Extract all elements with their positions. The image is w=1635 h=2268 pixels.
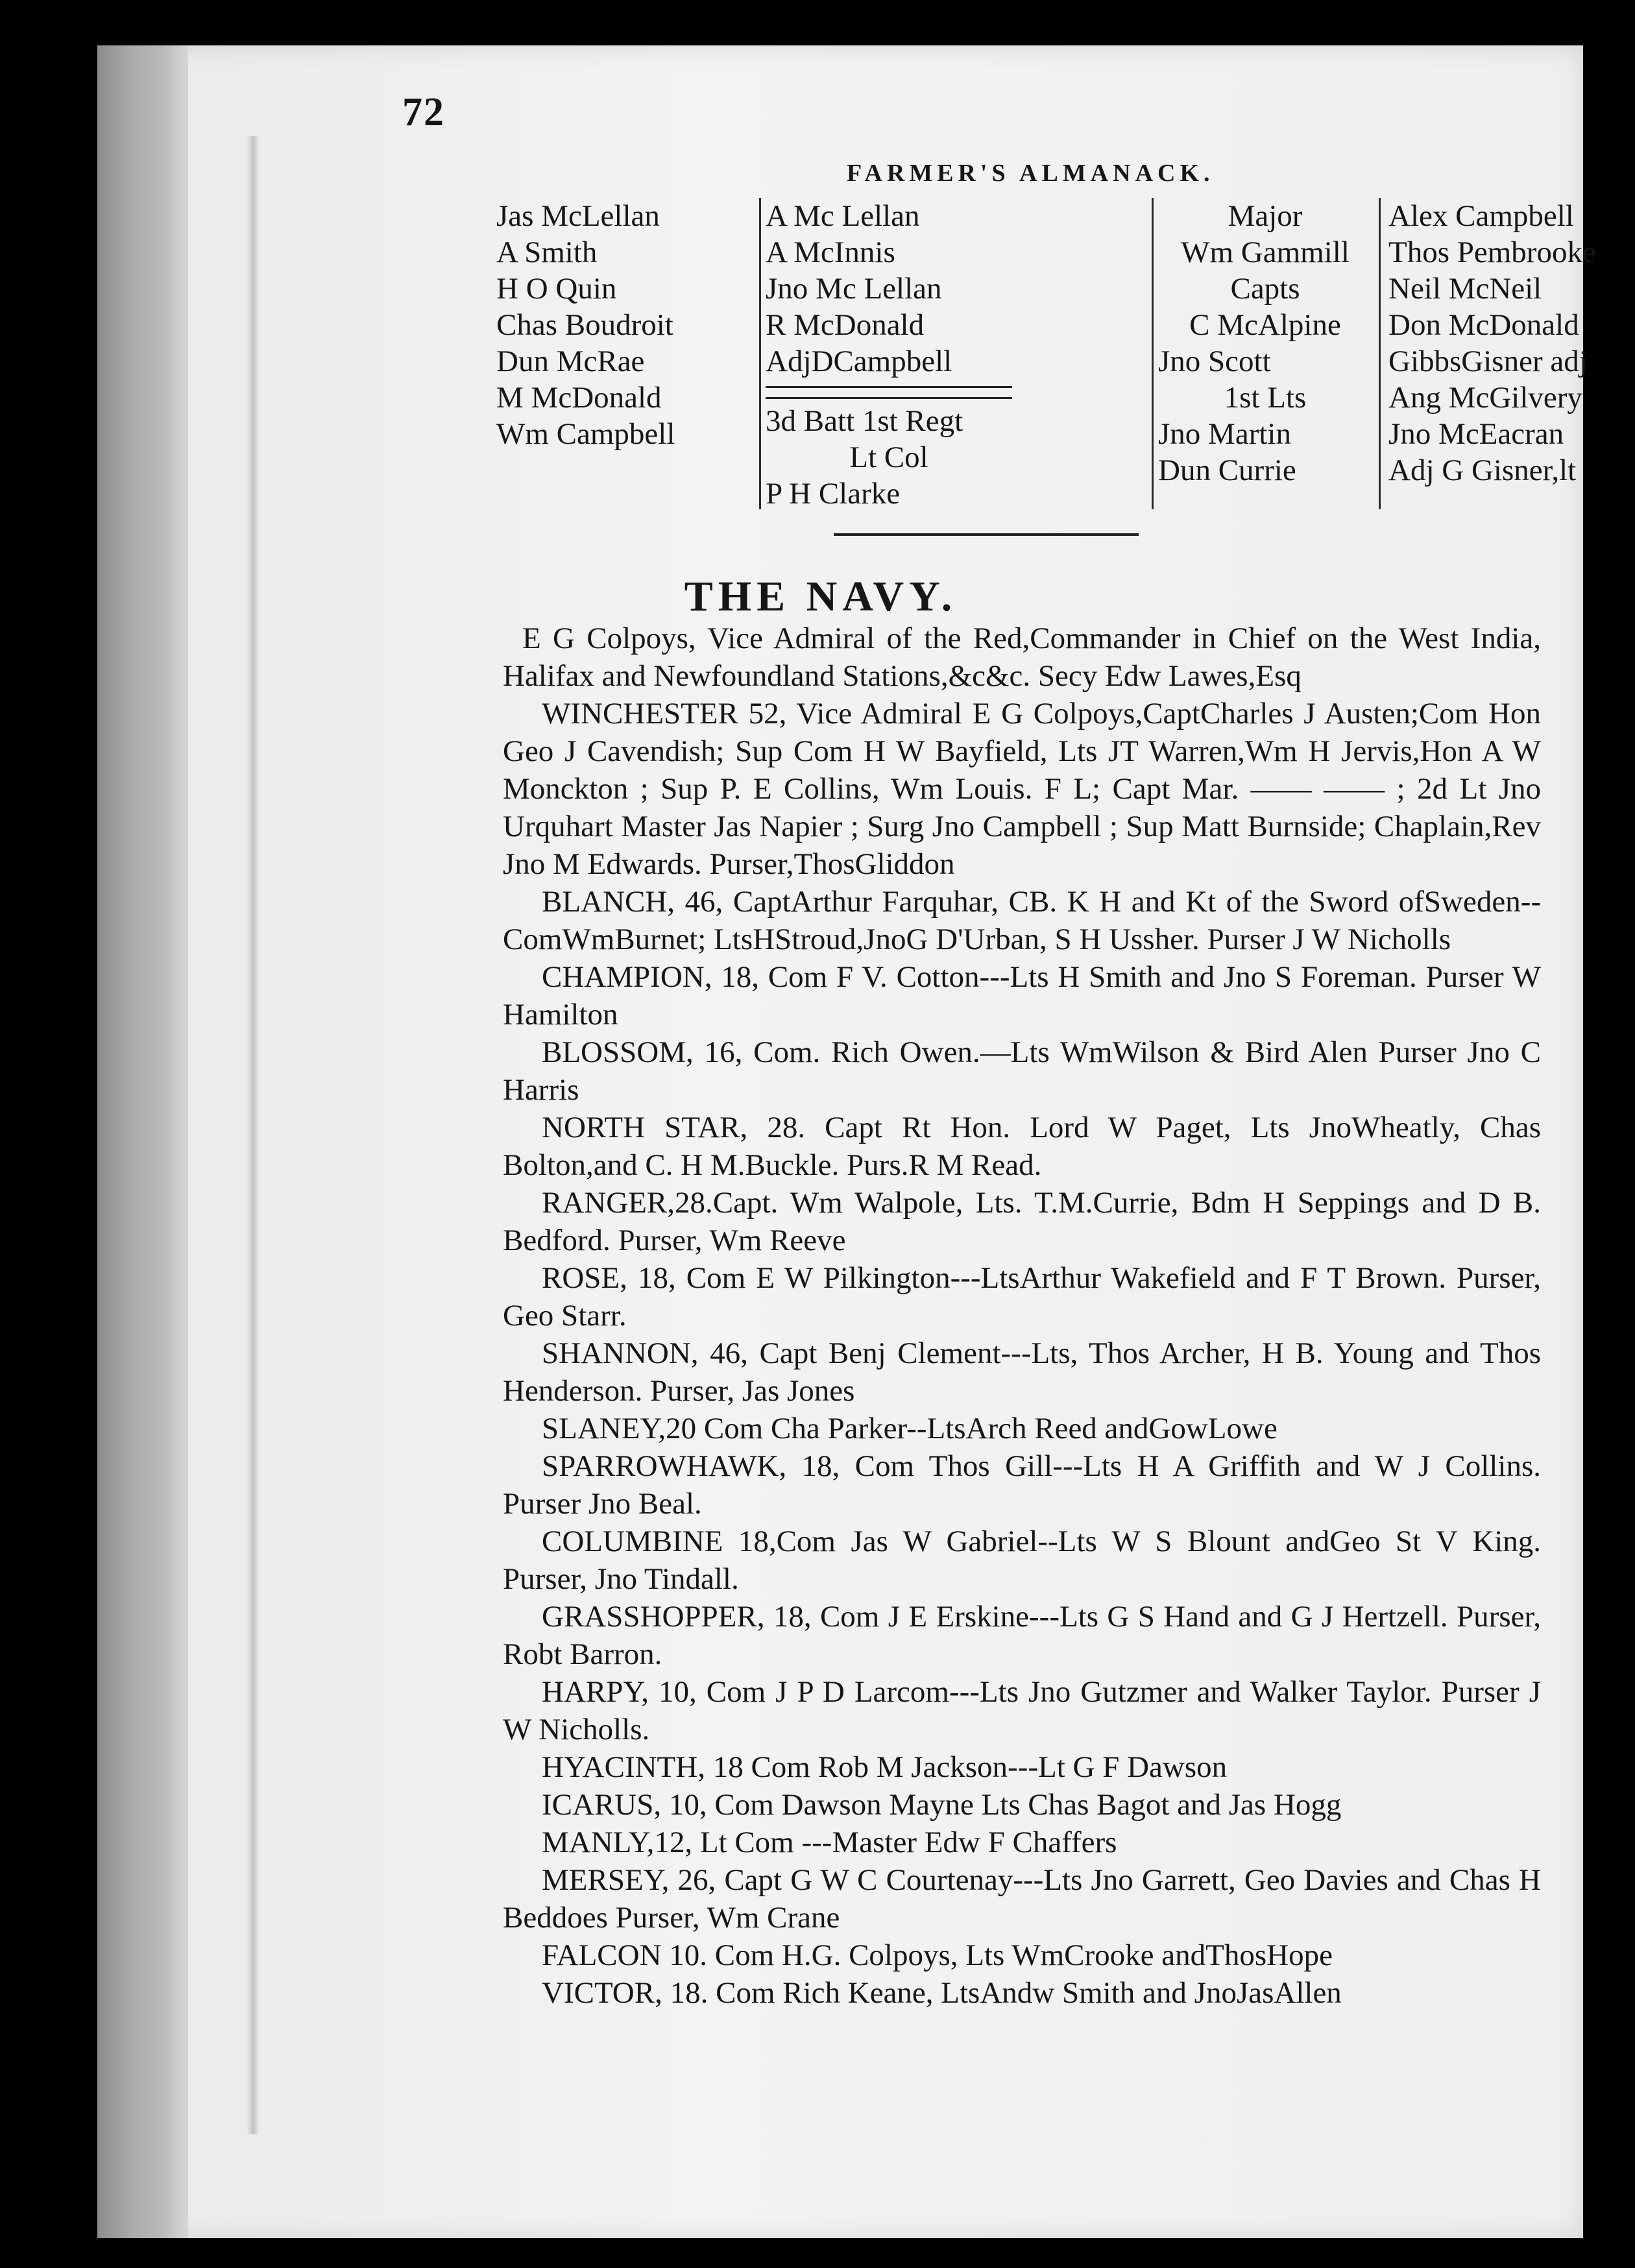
navy-list (503, 620, 1541, 2012)
officer-name: C McAlpine (1189, 308, 1341, 342)
officer-name: Thos Pembrooke (1388, 235, 1596, 269)
officers-column-3 (1158, 198, 1372, 489)
officer-name: Don McDonald (1388, 308, 1579, 342)
officers-table (496, 198, 1596, 542)
officer-name: A Smith (496, 235, 598, 269)
navy-entry: BLOSSOM, 16, Com. Rich Owen.—Lts WmWilson & Bird Alen Purser Jno C Harris (503, 1035, 1541, 1107)
officers-column-4 (1388, 198, 1596, 489)
navy-entry: ROSE, 18, Com E W Pilkington---LtsArthur Wakefield and F T Brown. Purser, Geo Starr. (503, 1261, 1541, 1333)
officer-name: Dun McRae (496, 344, 645, 378)
officer-name: H O Quin (496, 272, 617, 306)
officer-name: Wm Campbell (496, 417, 675, 451)
navy-entry: BLANCH, 46, CaptArthur Farquhar, CB. K H and Kt of the Sword ofSweden--ComWmBurnet; LtsHStroud,JnoG D'Urban, S H Ussher. Purser J W Nicholls (503, 885, 1541, 956)
navy-entry: COLUMBINE 18,Com Jas W Gabriel--Lts W S Blount andGeo St V King. Purser, Jno Tindall. (503, 1525, 1541, 1596)
column-divider (1379, 198, 1381, 509)
navy-entry: GRASSHOPPER, 18, Com J E Erskine---Lts G S Hand and G J Hertzell. Purser, Robt Barron. (503, 1600, 1541, 1671)
column-divider (759, 198, 761, 509)
section-title (97, 572, 1583, 621)
officer-name: Jno Martin (1158, 417, 1291, 451)
section-rule (834, 533, 1139, 546)
navy-entry: MANLY,12, Lt Com ---Master Edw F Chaffers (542, 1826, 1117, 1859)
battalion-heading: 3d Batt 1st Regt (766, 404, 963, 438)
officer-name: Adj G Gisner,lt (1388, 453, 1577, 487)
gutter-shadow (247, 136, 260, 2134)
navy-entry: VICTOR, 18. Com Rich Keane, LtsAndw Smith and JnoJasAllen (542, 1976, 1342, 2010)
officers-column-1 (496, 198, 762, 452)
binding-spine (97, 45, 188, 2238)
officer-name: A Mc Lellan (766, 199, 920, 233)
officers-column-2 (766, 198, 1035, 512)
navy-entry: SLANEY,20 Com Cha Parker--LtsArch Reed andGowLowe (542, 1412, 1278, 1445)
navy-entry: RANGER,28.Capt. Wm Walpole, Lts. T.M.Currie, Bdm H Seppings and D B. Bedford. Purser, Wm Reeve (503, 1186, 1541, 1257)
officer-name: GibbsGisner adj (1388, 344, 1588, 378)
navy-entry: WINCHESTER 52, Vice Admiral E G Colpoys,CaptCharles J Austen;Com Hon Geo J Cavendish; Sup Com H W Bayfield, Lts JT Warren,Wm H Jervis,Hon A W Monckton ; Sup P. E Collins, Wm Louis. F L; Capt Mar. —— —— ; 2d Lt Jno Urquhart Master Jas Napier ; Surg Jno Campbell ; Sup Matt Burnside; Chaplain,Rev Jno M Edwards. Purser,ThosGliddon (503, 697, 1541, 881)
officer-name: Jas McLellan (496, 199, 660, 233)
officer-name: Ang McGilvery (1388, 381, 1582, 415)
officer-name: Chas Boudroit (496, 308, 673, 342)
navy-entry: SHANNON, 46, Capt Benj Clement---Lts, Thos Archer, H B. Young and Thos Henderson. Purser, Jas Jones (503, 1336, 1541, 1408)
officer-name: P H Clarke (766, 477, 901, 511)
rank-heading: Lt Col (849, 440, 928, 474)
navy-entry: CHAMPION, 18, Com F V. Cotton---Lts H Smith and Jno S Foreman. Purser W Hamilton (503, 960, 1541, 1031)
navy-entry: MERSEY, 26, Capt G W C Courtenay---Lts Jno Garrett, Geo Davies and Chas H Beddoes Purser, Wm Crane (503, 1863, 1541, 1935)
rank-heading: 1st Lts (1224, 381, 1307, 415)
officer-name: Jno McEacran (1388, 417, 1564, 451)
officer-name: R McDonald (766, 308, 925, 342)
officer-name: M McDonald (496, 381, 662, 415)
navy-heading: THE NAVY. (684, 573, 958, 620)
running-head: FARMER'S ALMANACK. (847, 160, 1215, 187)
column-divider (1152, 198, 1154, 509)
officer-name: Wm Gammill (1181, 235, 1350, 269)
officer-name: AdjDCampbell (766, 344, 952, 378)
navy-entry: FALCON 10. Com H.G. Colpoys, Lts WmCrooke andThosHope (542, 1938, 1333, 1972)
officer-name: Dun Currie (1158, 453, 1296, 487)
officer-name: Alex Campbell (1388, 199, 1574, 233)
double-rule (766, 386, 1012, 399)
navy-entry: E G Colpoys, Vice Admiral of the Red,Commander in Chief on the West India, Halifax and Newfoundland Stations,&c&c. Secy Edw Lawes,Esq (503, 621, 1541, 693)
rank-heading: Capts (1230, 272, 1300, 306)
rank-heading: Major (1228, 199, 1303, 233)
navy-entry: SPARROWHAWK, 18, Com Thos Gill---Lts H A Griffith and W J Collins. Purser Jno Beal. (503, 1449, 1541, 1521)
officer-name: Jno Scott (1158, 344, 1271, 378)
navy-entry: HYACINTH, 18 Com Rob M Jackson---Lt G F Dawson (542, 1750, 1228, 1784)
navy-entry: HARPY, 10, Com J P D Larcom---Lts Jno Gutzmer and Walker Taylor. Purser J W Nicholls. (503, 1675, 1541, 1746)
navy-entry: ICARUS, 10, Com Dawson Mayne Lts Chas Bagot and Jas Hogg (542, 1788, 1342, 1822)
almanac-page (97, 45, 1596, 2238)
officer-name: Jno Mc Lellan (766, 272, 942, 306)
navy-entry: NORTH STAR, 28. Capt Rt Hon. Lord W Paget, Lts JnoWheatly, Chas Bolton,and C. H M.Buckle. Purs.R M Read. (503, 1111, 1541, 1182)
officer-name: Neil McNeil (1388, 272, 1542, 306)
officer-name: A McInnis (766, 235, 895, 269)
page-number: 72 (402, 90, 445, 134)
